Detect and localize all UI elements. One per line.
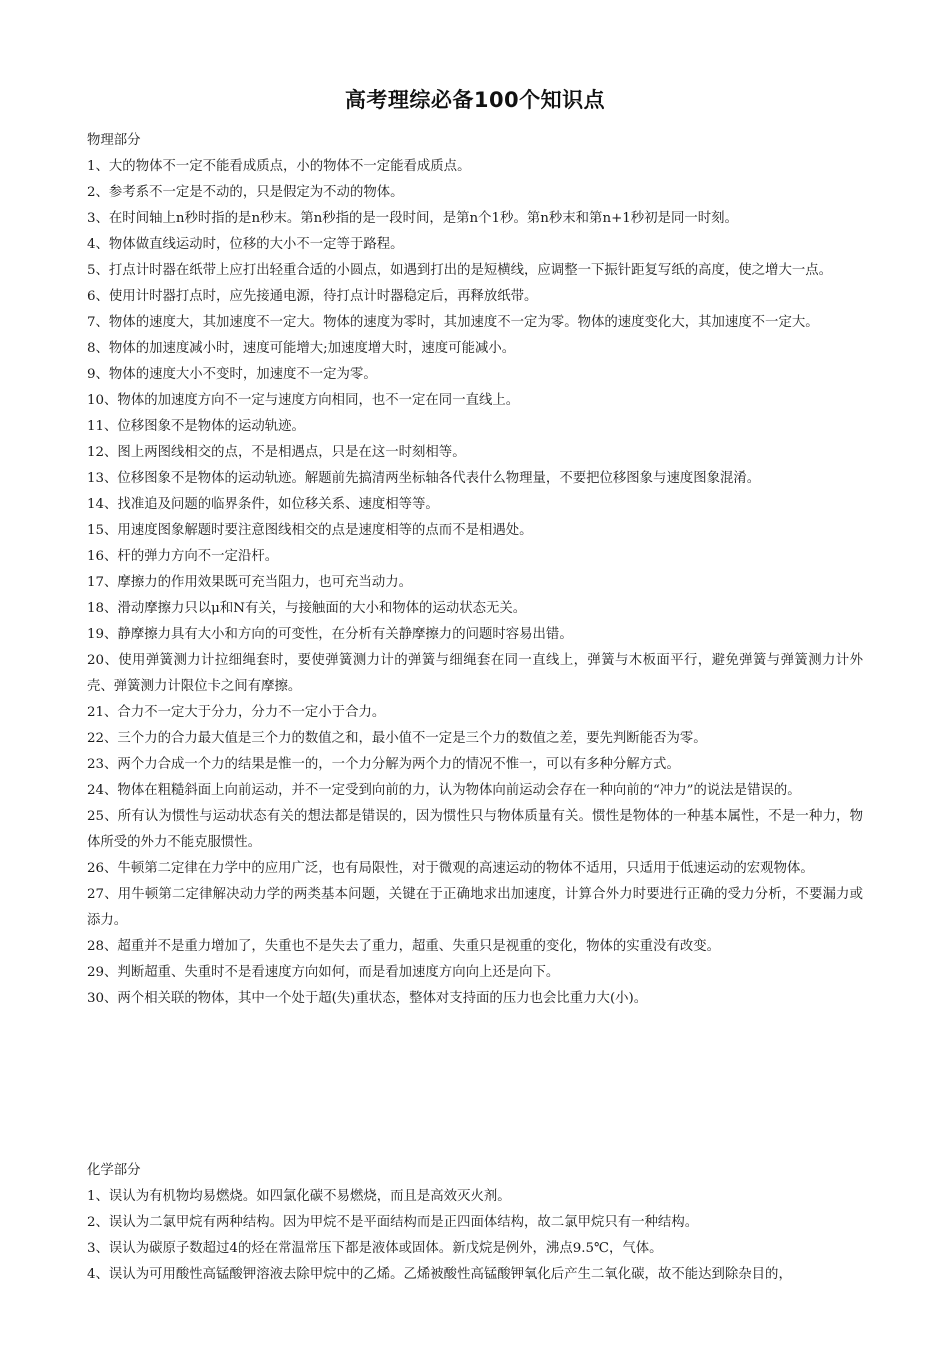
chemistry-heading: 化学部分 (87, 1163, 141, 1178)
document-title: 高考理综必备100个知识点 (344, 88, 606, 112)
physics-item: 16、杆的弹力方向不一定沿杆。 (87, 549, 279, 564)
physics-item: 10、物体的加速度方向不一定与速度方向相同，也不一定在同一直线上。 (87, 393, 520, 408)
physics-item: 30、两个相关联的物体，其中一个处于超(失)重状态，整体对支持面的压力也会比重力大(小)。 (87, 991, 648, 1006)
chemistry-section (87, 1158, 863, 1288)
physics-item: 11、位移图象不是物体的运动轨迹。 (87, 419, 305, 434)
physics-item: 7、物体的速度大，其加速度不一定大。物体的速度为零时，其加速度不一定为零。物体的速度变化大，其加速度不一定大。 (87, 315, 819, 330)
physics-item: 15、用速度图象解题时要注意图线相交的点是速度相等的点而不是相遇处。 (87, 523, 533, 538)
physics-item: 9、物体的速度大小不变时，加速度不一定为零。 (87, 367, 377, 382)
physics-item: 29、判断超重、失重时不是看速度方向如何，而是看加速度方向向上还是向下。 (87, 965, 560, 980)
physics-item: 18、滑动摩擦力只以μ和N有关，与接触面的大小和物体的运动状态无关。 (87, 601, 527, 616)
physics-section (87, 128, 863, 1012)
physics-item: 4、物体做直线运动时，位移的大小不一定等于路程。 (87, 237, 404, 252)
chemistry-item: 1、误认为有机物均易燃烧。如四氯化碳不易燃烧，而且是高效灭火剂。 (87, 1189, 511, 1204)
physics-item: 12、图上两图线相交的点，不是相遇点，只是在这一时刻相等。 (87, 445, 466, 460)
physics-item: 24、物体在粗糙斜面上向前运动，并不一定受到向前的力，认为物体向前运动会存在一种向前的“冲力”的说法是错误的。 (87, 783, 801, 798)
physics-item: 6、使用计时器打点时，应先接通电源，待打点计时器稳定后，再释放纸带。 (87, 289, 538, 304)
physics-item: 23、两个力合成一个力的结果是惟一的，一个力分解为两个力的情况不惟一，可以有多种分解方式。 (87, 757, 680, 772)
chemistry-item: 4、误认为可用酸性高锰酸钾溶液去除甲烷中的乙烯。乙烯被酸性高锰酸钾氧化后产生二氧化碳，故不能达到除杂目的， (87, 1267, 792, 1282)
physics-item: 20、使用弹簧测力计拉细绳套时，要使弹簧测力计的弹簧与细绳套在同一直线上，弹簧与木板面平行，避免弹簧与弹簧测力计外壳、弹簧测力计限位卡之间有摩擦。 (87, 653, 863, 694)
physics-item: 26、牛顿第二定律在力学中的应用广泛，也有局限性，对于微观的高速运动的物体不适用，只适用于低速运动的宏观物体。 (87, 861, 814, 876)
physics-item: 17、摩擦力的作用效果既可充当阻力，也可充当动力。 (87, 575, 413, 590)
chemistry-item: 3、误认为碳原子数超过4的烃在常温常压下都是液体或固体。新戊烷是例外，沸点9.5℃，气体。 (87, 1241, 663, 1256)
physics-item: 21、合力不一定大于分力，分力不一定小于合力。 (87, 705, 386, 720)
physics-item: 2、参考系不一定是不动的，只是假定为不动的物体。 (87, 185, 404, 200)
physics-item: 25、所有认为惯性与运动状态有关的想法都是错误的，因为惯性只与物体质量有关。惯性是物体的一种基本属性，不是一种力，物体所受的外力不能克服惯性。 (87, 809, 863, 850)
physics-item: 14、找准追及问题的临界条件，如位移关系、速度相等等。 (87, 497, 439, 512)
chemistry-item: 2、误认为二氯甲烷有两种结构。因为甲烷不是平面结构而是正四面体结构，故二氯甲烷只有一种结构。 (87, 1215, 699, 1230)
physics-item: 22、三个力的合力最大值是三个力的数值之和，最小值不一定是三个力的数值之差，要先判断能否为零。 (87, 731, 707, 746)
physics-item: 27、用牛顿第二定律解决动力学的两类基本问题，关键在于正确地求出加速度，计算合外力时要进行正确的受力分析，不要漏力或添力。 (87, 887, 863, 928)
physics-item: 5、打点计时器在纸带上应打出轻重合适的小圆点，如遇到打出的是短横线，应调整一下振针距复写纸的高度，使之增大一点。 (87, 263, 832, 278)
physics-item: 1、大的物体不一定不能看成质点，小的物体不一定能看成质点。 (87, 159, 471, 174)
physics-item: 19、静摩擦力具有大小和方向的可变性，在分析有关静摩擦力的问题时容易出错。 (87, 627, 573, 642)
physics-item: 13、位移图象不是物体的运动轨迹。解题前先搞清两坐标轴各代表什么物理量，不要把位移图象与速度图象混淆。 (87, 471, 761, 486)
physics-item: 3、在时间轴上n秒时指的是n秒末。第n秒指的是一段时间，是第n个1秒。第n秒末和第n+1秒初是同一时刻。 (87, 211, 738, 226)
physics-item: 28、超重并不是重力增加了，失重也不是失去了重力，超重、失重只是视重的变化，物体的实重没有改变。 (87, 939, 721, 954)
physics-heading: 物理部分 (87, 133, 141, 148)
physics-item: 8、物体的加速度减小时，速度可能增大;加速度增大时，速度可能减小。 (87, 341, 516, 356)
